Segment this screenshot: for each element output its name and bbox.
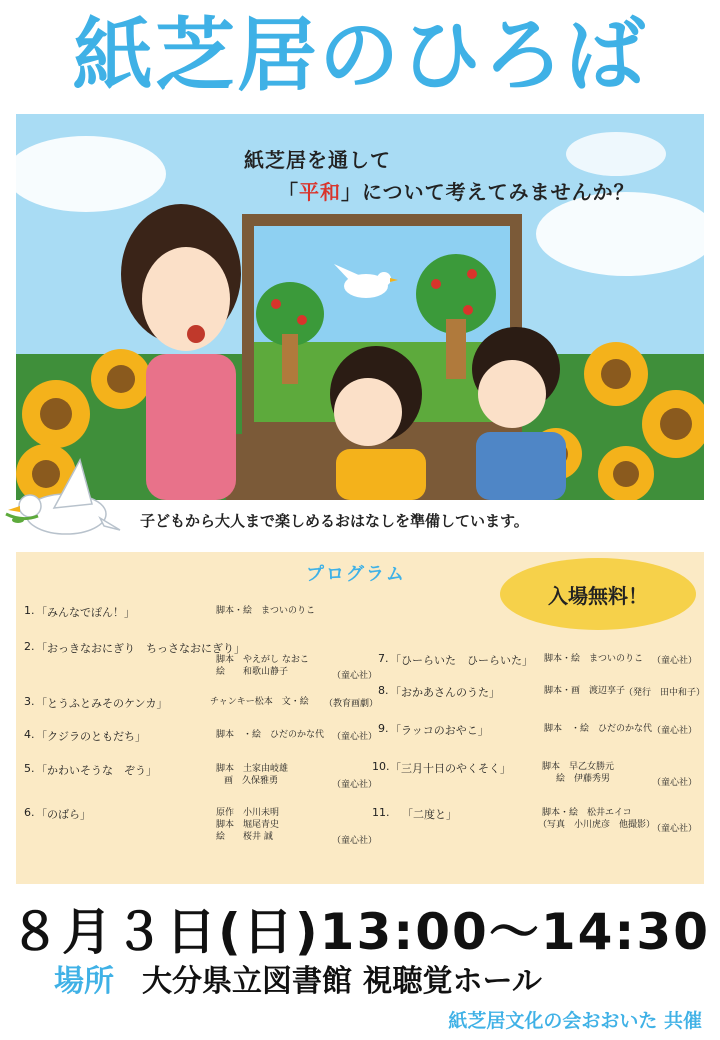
host-organization: 紙芝居文化の会おおいた 共催 — [448, 1010, 702, 1032]
illustration-caption-line1: 紙芝居を通して — [244, 148, 391, 172]
illustration-caption-line2: 「平和」について考えてみませんか？ — [278, 180, 635, 204]
poster-title: 紙芝居のひろば — [73, 9, 647, 102]
dove-icon — [4, 452, 122, 548]
kamishibai-illustration — [16, 114, 704, 500]
event-datetime: ８月３日(日)13:00～14:30 — [9, 903, 710, 961]
venue-name: 大分県立図書館 視聴覚ホール — [142, 964, 542, 999]
venue-line — [54, 956, 542, 1000]
free-admission-badge: 入場無料！ — [500, 558, 696, 630]
venue-label: 場所 — [54, 964, 114, 999]
lead-text: 子どもから大人まで楽しめるおはなしを準備しています。 — [140, 512, 529, 530]
program-title: プログラム — [306, 564, 406, 585]
peace-highlight: 平和 — [299, 180, 341, 204]
program-section: プログラム 入場無料！ 1. 「みんなでぽん！」 脚本・絵 まついのりこ 2. 「おっきなおにぎり ちっさなおにぎり」 脚本 やえがし なおこ 絵 和歌山静子 （童心社） 3. 「とうふとみそのケンカ」 チャンキー松本 文・絵 （教育画劇） 4. 「クジラのともだち」 脚本 ・絵 ひだのかな代 （童心社） 5. 「かわいそうな ぞう」 脚本 土家由岐雄 画 久保雅勇 （童心社） 6. 「のばら」 原作 小川未明 脚本 堀尾青史 絵 桜井 誠 （童心社） 7. 「ひーらいた ひーらいた」 脚本・絵 まついのりこ （童心社） 8. 「おかあさんのうた」 脚本・画 渡辺享子 （発行 田中和子） 9. 「ラッコのおやこ」 脚本 ・絵 ひだのかな代 （童心社） 10. 「三月十日のやくそく」 脚本 早乙女勝元 絵 伊藤秀男 （童心社） 11. 「二度と」 脚本・絵 松井エイコ （写真 小川虎彦 他撮影） （童心社） — [16, 552, 704, 884]
